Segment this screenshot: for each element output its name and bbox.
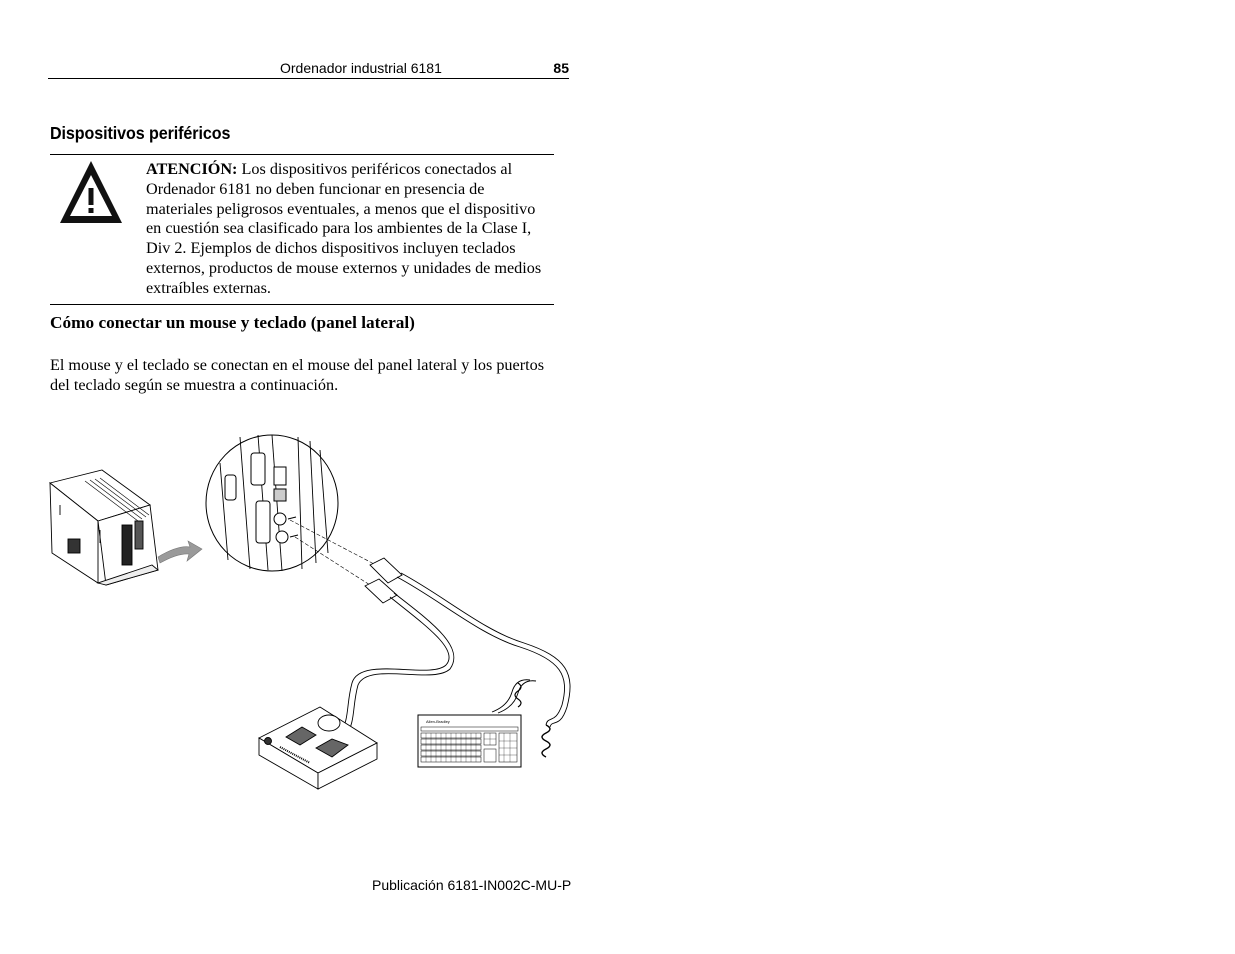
cable-connectors [365, 558, 402, 603]
attention-body: Los dispositivos periféricos conectados al Ordenador 6181 no deben funcionar en presencia de materiales peligrosos eventuales, a menos que el dispositivo en cuestión sea clasificado para los ambientes de la Clase I, Div 2. Ejemplos de dichos dispositivos incluyen teclados externos, productos de mouse externos y unidades de medios extraíbles externas. [146, 160, 542, 297]
page-number: 85 [553, 60, 569, 76]
body-paragraph: El mouse y el teclado se conectan en el mouse del panel lateral y los puertos del teclado según se muestra a continuación. [50, 356, 544, 394]
attention-label: ATENCIÓN: [146, 160, 238, 178]
ports-detail-illustration [206, 435, 338, 571]
attention-text [146, 160, 551, 299]
section-heading: Dispositivos periféricos [50, 123, 231, 143]
header-title: Ordenador industrial 6181 [280, 60, 442, 76]
warning-triangle-icon [58, 159, 124, 225]
running-header [48, 58, 569, 79]
attention-box [50, 154, 554, 305]
arrow-icon [158, 541, 202, 563]
computer-unit-illustration [50, 470, 158, 585]
keyboard-brand: Allen-Bradley [426, 719, 450, 724]
keyboard-illustration [418, 715, 521, 767]
footer-publication: Publicación 6181-IN002C-MU-P [372, 877, 572, 893]
trackball-illustration [259, 707, 377, 789]
connection-figure [40, 425, 580, 800]
subsection-heading: Cómo conectar un mouse y teclado (panel lateral) [50, 313, 415, 332]
